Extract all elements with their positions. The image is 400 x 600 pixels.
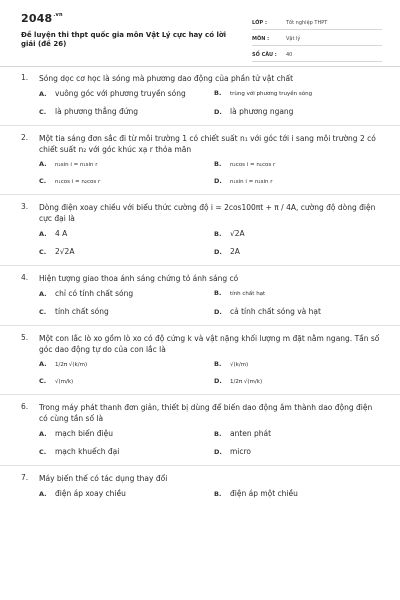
option-letter: B. (214, 289, 222, 297)
question-number: 4. (21, 273, 29, 282)
question-divider (0, 125, 400, 126)
option-letter: C. (39, 248, 47, 256)
question-5 (21, 333, 383, 385)
question-text: Một con lắc lò xo gồm lò xo có độ cứng k và vật nặng khối lượng m đặt nằm ngang. Tần số góc dao động tự do của con lắc là (39, 334, 380, 354)
option-letter: B. (214, 360, 222, 368)
option-letter: B. (214, 160, 222, 168)
option-letter: A. (39, 490, 47, 498)
answer-option-d[interactable] (214, 177, 389, 185)
answer-option-c[interactable] (39, 377, 214, 385)
option-letter: B. (214, 490, 222, 498)
option-text: tính chất sóng (55, 307, 109, 316)
option-text: trùng với phương truyền sóng (230, 91, 313, 97)
info-value: 40 (286, 51, 293, 58)
option-letter: D. (214, 248, 222, 256)
answer-options (39, 229, 383, 256)
option-text: 4 A (55, 229, 68, 238)
option-text: √(k/m) (230, 362, 249, 368)
answer-option-d[interactable] (214, 247, 389, 256)
answer-option-a[interactable] (39, 289, 214, 298)
answer-option-c[interactable] (39, 107, 214, 116)
option-text: n₁sin i = n₂sin r (230, 179, 273, 185)
info-row-class (252, 16, 382, 30)
info-label: SỐ CÂU : (252, 51, 277, 58)
question-number: 5. (21, 333, 29, 342)
option-text: điện áp xoay chiều (55, 489, 126, 498)
question-number: 2. (21, 133, 29, 142)
answer-option-b[interactable] (214, 160, 389, 168)
answer-options (39, 289, 383, 316)
option-letter: B. (214, 430, 222, 438)
question-text: Một tia sáng đơn sắc đi từ môi trường 1 có chiết suất n₁ với góc tới i sang môi trường 2 có chiết suất n₂ với góc khúc xạ r thỏa mãn (39, 134, 376, 154)
option-letter: A. (39, 290, 47, 298)
question-2 (21, 133, 383, 185)
header-divider (0, 66, 400, 67)
option-text: là phương thẳng đứng (55, 107, 139, 116)
answer-options (39, 489, 383, 498)
question-number: 3. (21, 202, 29, 211)
option-letter: C. (39, 448, 47, 456)
logo-text: 2048 (21, 12, 53, 25)
option-text: 2√2A (55, 247, 75, 256)
answer-option-a[interactable] (39, 429, 214, 438)
question-text: Dòng điện xoay chiều với biểu thức cường độ i = 2cos100πt + π / 4A, cường độ dòng điện cực đại là (39, 203, 376, 223)
site-logo[interactable] (21, 12, 63, 25)
document-title: Đề luyện thi thpt quốc gia môn Vật Lý cực hay có lời giải (đề 26) (21, 31, 227, 48)
answer-options (39, 429, 383, 456)
info-value: Vật lý (286, 35, 301, 42)
option-letter: A. (39, 230, 47, 238)
option-letter: A. (39, 90, 47, 98)
option-letter: D. (214, 308, 222, 316)
answer-option-d[interactable] (214, 447, 389, 456)
option-letter: A. (39, 160, 47, 168)
option-text: 1/2π √(k/m) (55, 362, 88, 368)
answer-option-c[interactable] (39, 307, 214, 316)
option-text: điện áp một chiều (230, 489, 298, 498)
question-text: Máy biến thế có tác dụng thay đổi (39, 474, 168, 483)
info-label: MÔN : (252, 35, 270, 42)
option-letter: C. (39, 377, 47, 385)
option-text: n₂cos i = n₁cos r (230, 162, 276, 168)
logo-suffix: .vn (53, 12, 63, 18)
answer-option-d[interactable] (214, 307, 389, 316)
option-text: anten phát (230, 429, 272, 438)
option-letter: B. (214, 89, 222, 97)
answer-option-d[interactable] (214, 107, 389, 116)
question-divider (0, 394, 400, 395)
option-text: √2A (230, 229, 245, 238)
option-letter: C. (39, 108, 47, 116)
question-number: 7. (21, 473, 29, 482)
answer-option-a[interactable] (39, 489, 214, 498)
exam-info-panel (252, 16, 382, 64)
answer-options (39, 89, 383, 116)
answer-options (39, 160, 383, 185)
question-6 (21, 402, 383, 456)
question-7 (21, 473, 383, 513)
option-letter: C. (39, 177, 47, 185)
option-text: là phương ngang (230, 107, 294, 116)
option-letter: A. (39, 430, 47, 438)
question-divider (0, 265, 400, 266)
info-row-question-count (252, 48, 382, 62)
answer-option-a[interactable] (39, 160, 214, 168)
option-text: vuông góc với phương truyền sóng (55, 89, 186, 98)
question-1 (21, 73, 383, 116)
option-text: chỉ có tính chất sóng (55, 289, 134, 298)
question-text: Sóng dọc cơ học là sóng mà phương dao động của phần tử vật chất (39, 74, 294, 83)
answer-option-c[interactable] (39, 177, 214, 185)
answer-option-b[interactable] (214, 229, 389, 238)
page-header (0, 0, 400, 66)
question-3 (21, 202, 383, 256)
answer-option-a[interactable] (39, 229, 214, 238)
option-text: 1/2π √(m/k) (230, 379, 263, 385)
answer-option-c[interactable] (39, 447, 214, 456)
option-text: micro (230, 447, 252, 456)
answer-option-a[interactable] (39, 360, 214, 368)
option-letter: C. (39, 308, 47, 316)
answer-option-b[interactable] (214, 289, 389, 298)
option-text: n₁cos i = n₂cos r (55, 179, 101, 185)
option-letter: D. (214, 377, 222, 385)
question-divider (0, 325, 400, 326)
answer-option-a[interactable] (39, 89, 214, 98)
question-divider (0, 194, 400, 195)
question-divider (0, 465, 400, 466)
option-text: mạch biến điệu (55, 429, 113, 438)
option-letter: D. (214, 177, 222, 185)
option-text: 2A (230, 247, 240, 256)
option-text: n₂sin i = n₁sin r (55, 162, 98, 168)
option-letter: A. (39, 360, 47, 368)
option-text: tính chất hạt (230, 291, 266, 297)
question-text: Hiện tượng giao thoa ánh sáng chứng tỏ ánh sáng có (39, 274, 239, 283)
question-number: 1. (21, 73, 29, 82)
option-text: cả tính chất sóng và hạt (230, 307, 321, 316)
answer-option-c[interactable] (39, 247, 214, 256)
answer-option-b[interactable] (214, 360, 389, 368)
info-value: Tốt nghiệp THPT (286, 19, 328, 26)
option-letter: B. (214, 230, 222, 238)
answer-options (39, 360, 383, 385)
question-4 (21, 273, 383, 316)
option-letter: D. (214, 448, 222, 456)
answer-option-d[interactable] (214, 377, 389, 385)
answer-option-b[interactable] (214, 429, 389, 438)
info-row-subject (252, 32, 382, 46)
info-label: LỚP : (252, 19, 267, 26)
question-text: Trong máy phát thanh đơn giản, thiết bị dùng để biến dao động âm thành dao động điện có cùng tần số là (39, 403, 373, 423)
option-text: mạch khuếch đại (55, 447, 120, 456)
option-text: √(m/k) (55, 379, 74, 385)
question-number: 6. (21, 402, 29, 411)
answer-option-b[interactable] (214, 89, 389, 98)
answer-option-b[interactable] (214, 489, 383, 498)
question-list (0, 73, 400, 513)
option-letter: D. (214, 108, 222, 116)
